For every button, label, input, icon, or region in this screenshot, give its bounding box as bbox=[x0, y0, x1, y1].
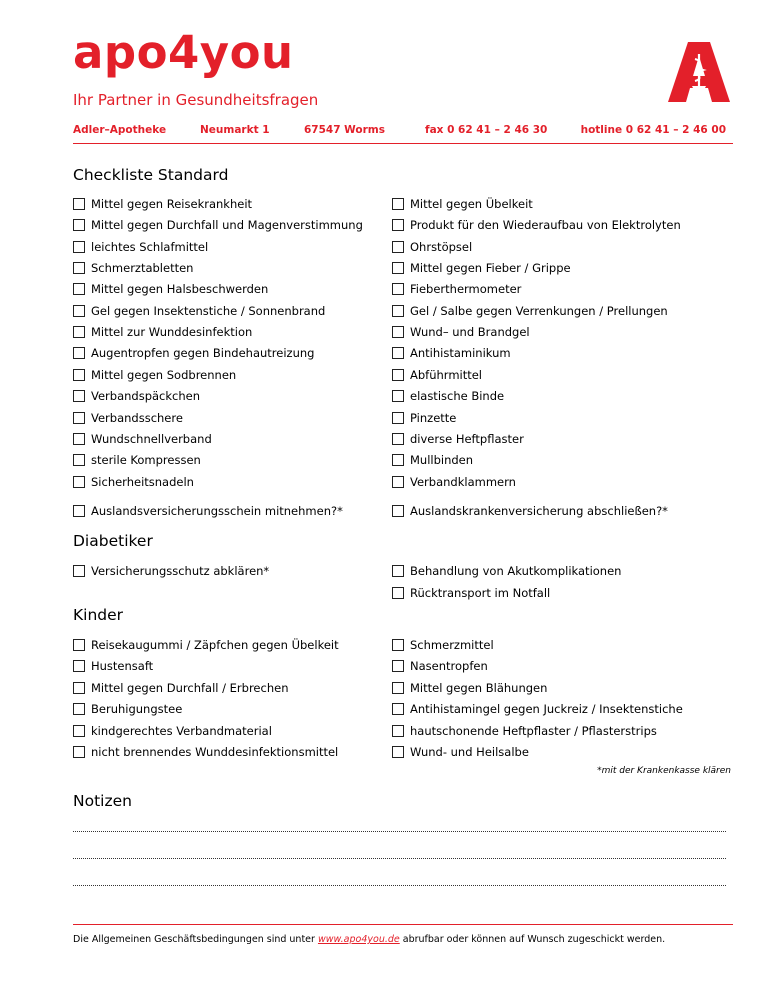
checkbox[interactable] bbox=[392, 725, 404, 737]
checkbox[interactable] bbox=[392, 219, 404, 231]
checklist-item-kinder-right[interactable] bbox=[392, 744, 529, 760]
checkbox[interactable] bbox=[73, 660, 85, 672]
checkbox[interactable] bbox=[392, 639, 404, 651]
checklist-item-standard-right[interactable] bbox=[392, 260, 571, 276]
checkbox[interactable] bbox=[73, 219, 85, 231]
checklist-item-label: Reisekaugummi / Zäpfchen gegen Übelkeit bbox=[91, 638, 339, 652]
checklist-item-kinder-left[interactable] bbox=[73, 658, 153, 674]
checklist-item-standard-right[interactable] bbox=[392, 345, 511, 361]
section-title-notizen: Notizen bbox=[73, 792, 132, 810]
checklist-item-kinder-left[interactable] bbox=[73, 680, 288, 696]
checklist-item-label: Augentropfen gegen Bindehautreizung bbox=[91, 346, 315, 361]
checklist-item-label: Mittel gegen Fieber / Grippe bbox=[410, 261, 571, 276]
checklist-item-standard-right[interactable] bbox=[392, 452, 473, 468]
footer-text-before: Die Allgemeinen Geschäftsbedingungen sind unter bbox=[73, 934, 318, 945]
checklist-item-kinder-left[interactable] bbox=[73, 723, 272, 739]
checkbox[interactable] bbox=[73, 505, 85, 517]
checklist-item-label: Beruhigungstee bbox=[91, 702, 183, 717]
section-title-standard: Checkliste Standard bbox=[73, 166, 229, 184]
checklist-item-standard-right[interactable] bbox=[392, 303, 668, 319]
checklist-item-standard-right[interactable] bbox=[392, 239, 472, 255]
checkbox[interactable] bbox=[392, 305, 404, 317]
checklist-item-label: Verbandsschere bbox=[91, 410, 183, 425]
checklist-item-label: Gel gegen Insektenstiche / Sonnenbrand bbox=[91, 303, 326, 318]
checkbox[interactable] bbox=[392, 476, 404, 488]
section-title-diabetiker: Diabetiker bbox=[73, 532, 153, 550]
checklist-item-standard-right[interactable] bbox=[392, 410, 456, 426]
checklist-item-label: Fieberthermometer bbox=[410, 282, 522, 297]
checklist-item-label: Ohrstöpsel bbox=[410, 239, 473, 254]
pharmacy-name: Adler–Apotheke bbox=[73, 124, 167, 136]
checkbox[interactable] bbox=[73, 703, 85, 715]
footer-text bbox=[73, 934, 733, 945]
checklist-item-standard-right[interactable] bbox=[392, 474, 516, 490]
checklist-item-standard-right[interactable] bbox=[392, 217, 681, 233]
checklist-item-label: Mittel gegen Blähungen bbox=[410, 680, 548, 695]
checklist-item-label: Mittel gegen Reisekrankheit bbox=[91, 197, 253, 211]
checklist-item-label: Wund– und Brandgel bbox=[410, 325, 530, 340]
checklist-item-label: Mittel gegen Durchfall / Erbrechen bbox=[91, 680, 289, 695]
checkbox[interactable] bbox=[73, 369, 85, 381]
checklist-item-label: Mittel gegen Sodbrennen bbox=[91, 367, 237, 382]
checklist-item-label: Mittel zur Wunddesinfektion bbox=[91, 325, 253, 340]
checkbox[interactable] bbox=[73, 746, 85, 758]
checklist-item-standard-left[interactable] bbox=[73, 260, 193, 276]
checklist-item-standard-left[interactable] bbox=[73, 345, 314, 361]
checklist-item-label: Schmerzmittel bbox=[410, 638, 494, 652]
checklist-item-diabetiker-right[interactable] bbox=[392, 585, 550, 601]
checkbox[interactable] bbox=[73, 390, 85, 402]
checklist-item-label: kindgerechtes Verbandmaterial bbox=[91, 723, 272, 738]
checklist-item-label: Auslandsversicherungsschein mitnehmen?* bbox=[91, 504, 343, 518]
checkbox[interactable] bbox=[392, 682, 404, 694]
checkbox[interactable] bbox=[392, 454, 404, 466]
checklist-item-label: Nasentropfen bbox=[410, 659, 488, 674]
checkbox[interactable] bbox=[73, 433, 85, 445]
checklist-item-standard-right[interactable] bbox=[392, 388, 504, 404]
checklist-item-label: Rücktransport im Notfall bbox=[410, 586, 551, 600]
checklist-item-standard-left[interactable] bbox=[73, 474, 194, 490]
checklist-item-kinder-left[interactable] bbox=[73, 637, 339, 653]
checkbox[interactable] bbox=[392, 660, 404, 672]
notes-line[interactable] bbox=[73, 885, 726, 886]
checkbox[interactable] bbox=[73, 565, 85, 577]
checklist-item-standard-left[interactable] bbox=[73, 217, 363, 233]
checklist-item-standard-left[interactable] bbox=[73, 239, 208, 255]
checklist-item-standard-left[interactable] bbox=[73, 431, 212, 447]
checkbox[interactable] bbox=[73, 326, 85, 338]
checklist-item-label: elastische Binde bbox=[410, 389, 505, 404]
checklist-item-label: diverse Heftpflaster bbox=[410, 431, 524, 446]
checklist-item-standard-left[interactable] bbox=[73, 410, 183, 426]
hotline-number: hotline 0 62 41 – 2 46 00 bbox=[580, 124, 726, 136]
checklist-item-label: Auslandskrankenversicherung abschließen?* bbox=[410, 504, 668, 518]
checkbox[interactable] bbox=[392, 347, 404, 359]
notes-line[interactable] bbox=[73, 831, 726, 832]
section-title-kinder: Kinder bbox=[73, 606, 124, 624]
checkbox[interactable] bbox=[392, 703, 404, 715]
checkbox[interactable] bbox=[392, 369, 404, 381]
checklist-item-standard-left[interactable] bbox=[73, 303, 325, 319]
city: 67547 Worms bbox=[304, 124, 385, 136]
checklist-item-kinder-left[interactable] bbox=[73, 744, 338, 760]
footer-text-after: abrufbar oder können auf Wunsch zugeschickt werden. bbox=[399, 934, 666, 945]
checkbox[interactable] bbox=[392, 198, 404, 210]
checklist-item-standard-right[interactable] bbox=[392, 324, 530, 340]
checklist-item-label: Mittel gegen Durchfall und Magenverstimmung bbox=[91, 218, 363, 233]
checkbox[interactable] bbox=[73, 454, 85, 466]
checkbox[interactable] bbox=[73, 283, 85, 295]
checklist-item-label: Abführmittel bbox=[410, 367, 483, 382]
checkbox[interactable] bbox=[73, 241, 85, 253]
checklist-item-kinder-right[interactable] bbox=[392, 637, 494, 653]
checkbox[interactable] bbox=[392, 390, 404, 402]
checklist-item-label: Schmerztabletten bbox=[91, 261, 194, 276]
checklist-item-kinder-right[interactable] bbox=[392, 723, 657, 739]
checklist-item-label: Antihistamingel gegen Juckreiz / Insektenstiche bbox=[410, 702, 683, 717]
checklist-item-standard-left[interactable] bbox=[73, 324, 252, 340]
checklist-item-label: sterile Kompressen bbox=[91, 453, 201, 468]
checklist-item-label: Behandlung von Akutkomplikationen bbox=[410, 564, 622, 578]
address-bar bbox=[73, 124, 726, 140]
checkbox[interactable] bbox=[392, 241, 404, 253]
checklist-item-standard-left[interactable] bbox=[73, 503, 343, 519]
checkbox[interactable] bbox=[392, 326, 404, 338]
checklist-item-standard-right[interactable] bbox=[392, 367, 482, 383]
fax-number: fax 0 62 41 – 2 46 30 bbox=[425, 124, 548, 136]
checkbox[interactable] bbox=[392, 262, 404, 274]
checkbox[interactable] bbox=[73, 347, 85, 359]
checklist-item-diabetiker-left[interactable] bbox=[73, 563, 269, 579]
checklist-item-label: Versicherungsschutz abklären* bbox=[91, 564, 270, 578]
checklist-item-label: hautschonende Heftpflaster / Pflasterstrips bbox=[410, 723, 657, 738]
checkbox[interactable] bbox=[392, 433, 404, 445]
footer-divider bbox=[73, 924, 733, 925]
checklist-item-label: Mittel gegen Halsbeschwerden bbox=[91, 282, 269, 297]
checkbox[interactable] bbox=[73, 262, 85, 274]
checkbox[interactable] bbox=[392, 565, 404, 577]
footnote: *mit der Krankenkasse klären bbox=[597, 766, 731, 776]
checklist-item-kinder-right[interactable] bbox=[392, 680, 547, 696]
apotheke-a-icon bbox=[666, 40, 732, 104]
notes-line[interactable] bbox=[73, 858, 726, 859]
checklist-item-standard-right[interactable] bbox=[392, 431, 524, 447]
checklist-item-label: Mullbinden bbox=[410, 453, 474, 468]
checklist-item-standard-left[interactable] bbox=[73, 388, 200, 404]
checklist-item-label: leichtes Schlafmittel bbox=[91, 239, 209, 254]
checkbox[interactable] bbox=[73, 639, 85, 651]
brand-name: apo4you bbox=[73, 26, 294, 79]
checkbox[interactable] bbox=[392, 505, 404, 517]
checkbox[interactable] bbox=[392, 587, 404, 599]
checklist-item-standard-right[interactable] bbox=[392, 503, 668, 519]
street-address: Neumarkt 1 bbox=[200, 124, 270, 136]
checklist-item-standard-left[interactable] bbox=[73, 367, 236, 383]
checklist-item-label: nicht brennendes Wunddesinfektionsmittel bbox=[91, 745, 339, 759]
checklist-item-standard-left[interactable] bbox=[73, 196, 252, 212]
checkbox[interactable] bbox=[73, 305, 85, 317]
checklist-item-label: Wundschnellverband bbox=[91, 431, 212, 446]
checklist-item-label: Produkt für den Wiederaufbau von Elektrolyten bbox=[410, 218, 681, 233]
checklist-item-kinder-right[interactable] bbox=[392, 658, 488, 674]
checklist-item-kinder-right[interactable] bbox=[392, 701, 683, 717]
checkbox[interactable] bbox=[392, 746, 404, 758]
website-link[interactable]: www.apo4you.de bbox=[317, 934, 400, 945]
checklist-item-label: Antihistaminikum bbox=[410, 346, 511, 361]
checklist-item-label: Verbandklammern bbox=[410, 474, 516, 489]
checklist-item-standard-right[interactable] bbox=[392, 196, 533, 212]
checkbox[interactable] bbox=[73, 412, 85, 424]
tagline: Ihr Partner in Gesundheitsfragen bbox=[73, 91, 319, 109]
checklist-item-standard-left[interactable] bbox=[73, 452, 201, 468]
checklist-item-standard-right[interactable] bbox=[392, 281, 521, 297]
checklist-item-label: Verbandspäckchen bbox=[91, 389, 201, 404]
checklist-item-label: Hustensaft bbox=[91, 659, 154, 674]
checkbox[interactable] bbox=[392, 283, 404, 295]
header-divider bbox=[73, 143, 733, 144]
checkbox[interactable] bbox=[73, 198, 85, 210]
checkbox[interactable] bbox=[73, 725, 85, 737]
checkbox[interactable] bbox=[73, 682, 85, 694]
checklist-item-label: Wund- und Heilsalbe bbox=[410, 745, 529, 759]
checklist-item-label: Mittel gegen Übelkeit bbox=[410, 197, 533, 211]
checklist-item-label: Sicherheitsnadeln bbox=[91, 474, 194, 489]
checklist-item-label: Gel / Salbe gegen Verrenkungen / Prellungen bbox=[410, 303, 668, 318]
checkbox[interactable] bbox=[392, 412, 404, 424]
checklist-item-diabetiker-right[interactable] bbox=[392, 563, 621, 579]
checklist-item-standard-left[interactable] bbox=[73, 281, 268, 297]
checklist-item-label: Pinzette bbox=[410, 410, 457, 425]
checklist-item-kinder-left[interactable] bbox=[73, 701, 182, 717]
checkbox[interactable] bbox=[73, 476, 85, 488]
